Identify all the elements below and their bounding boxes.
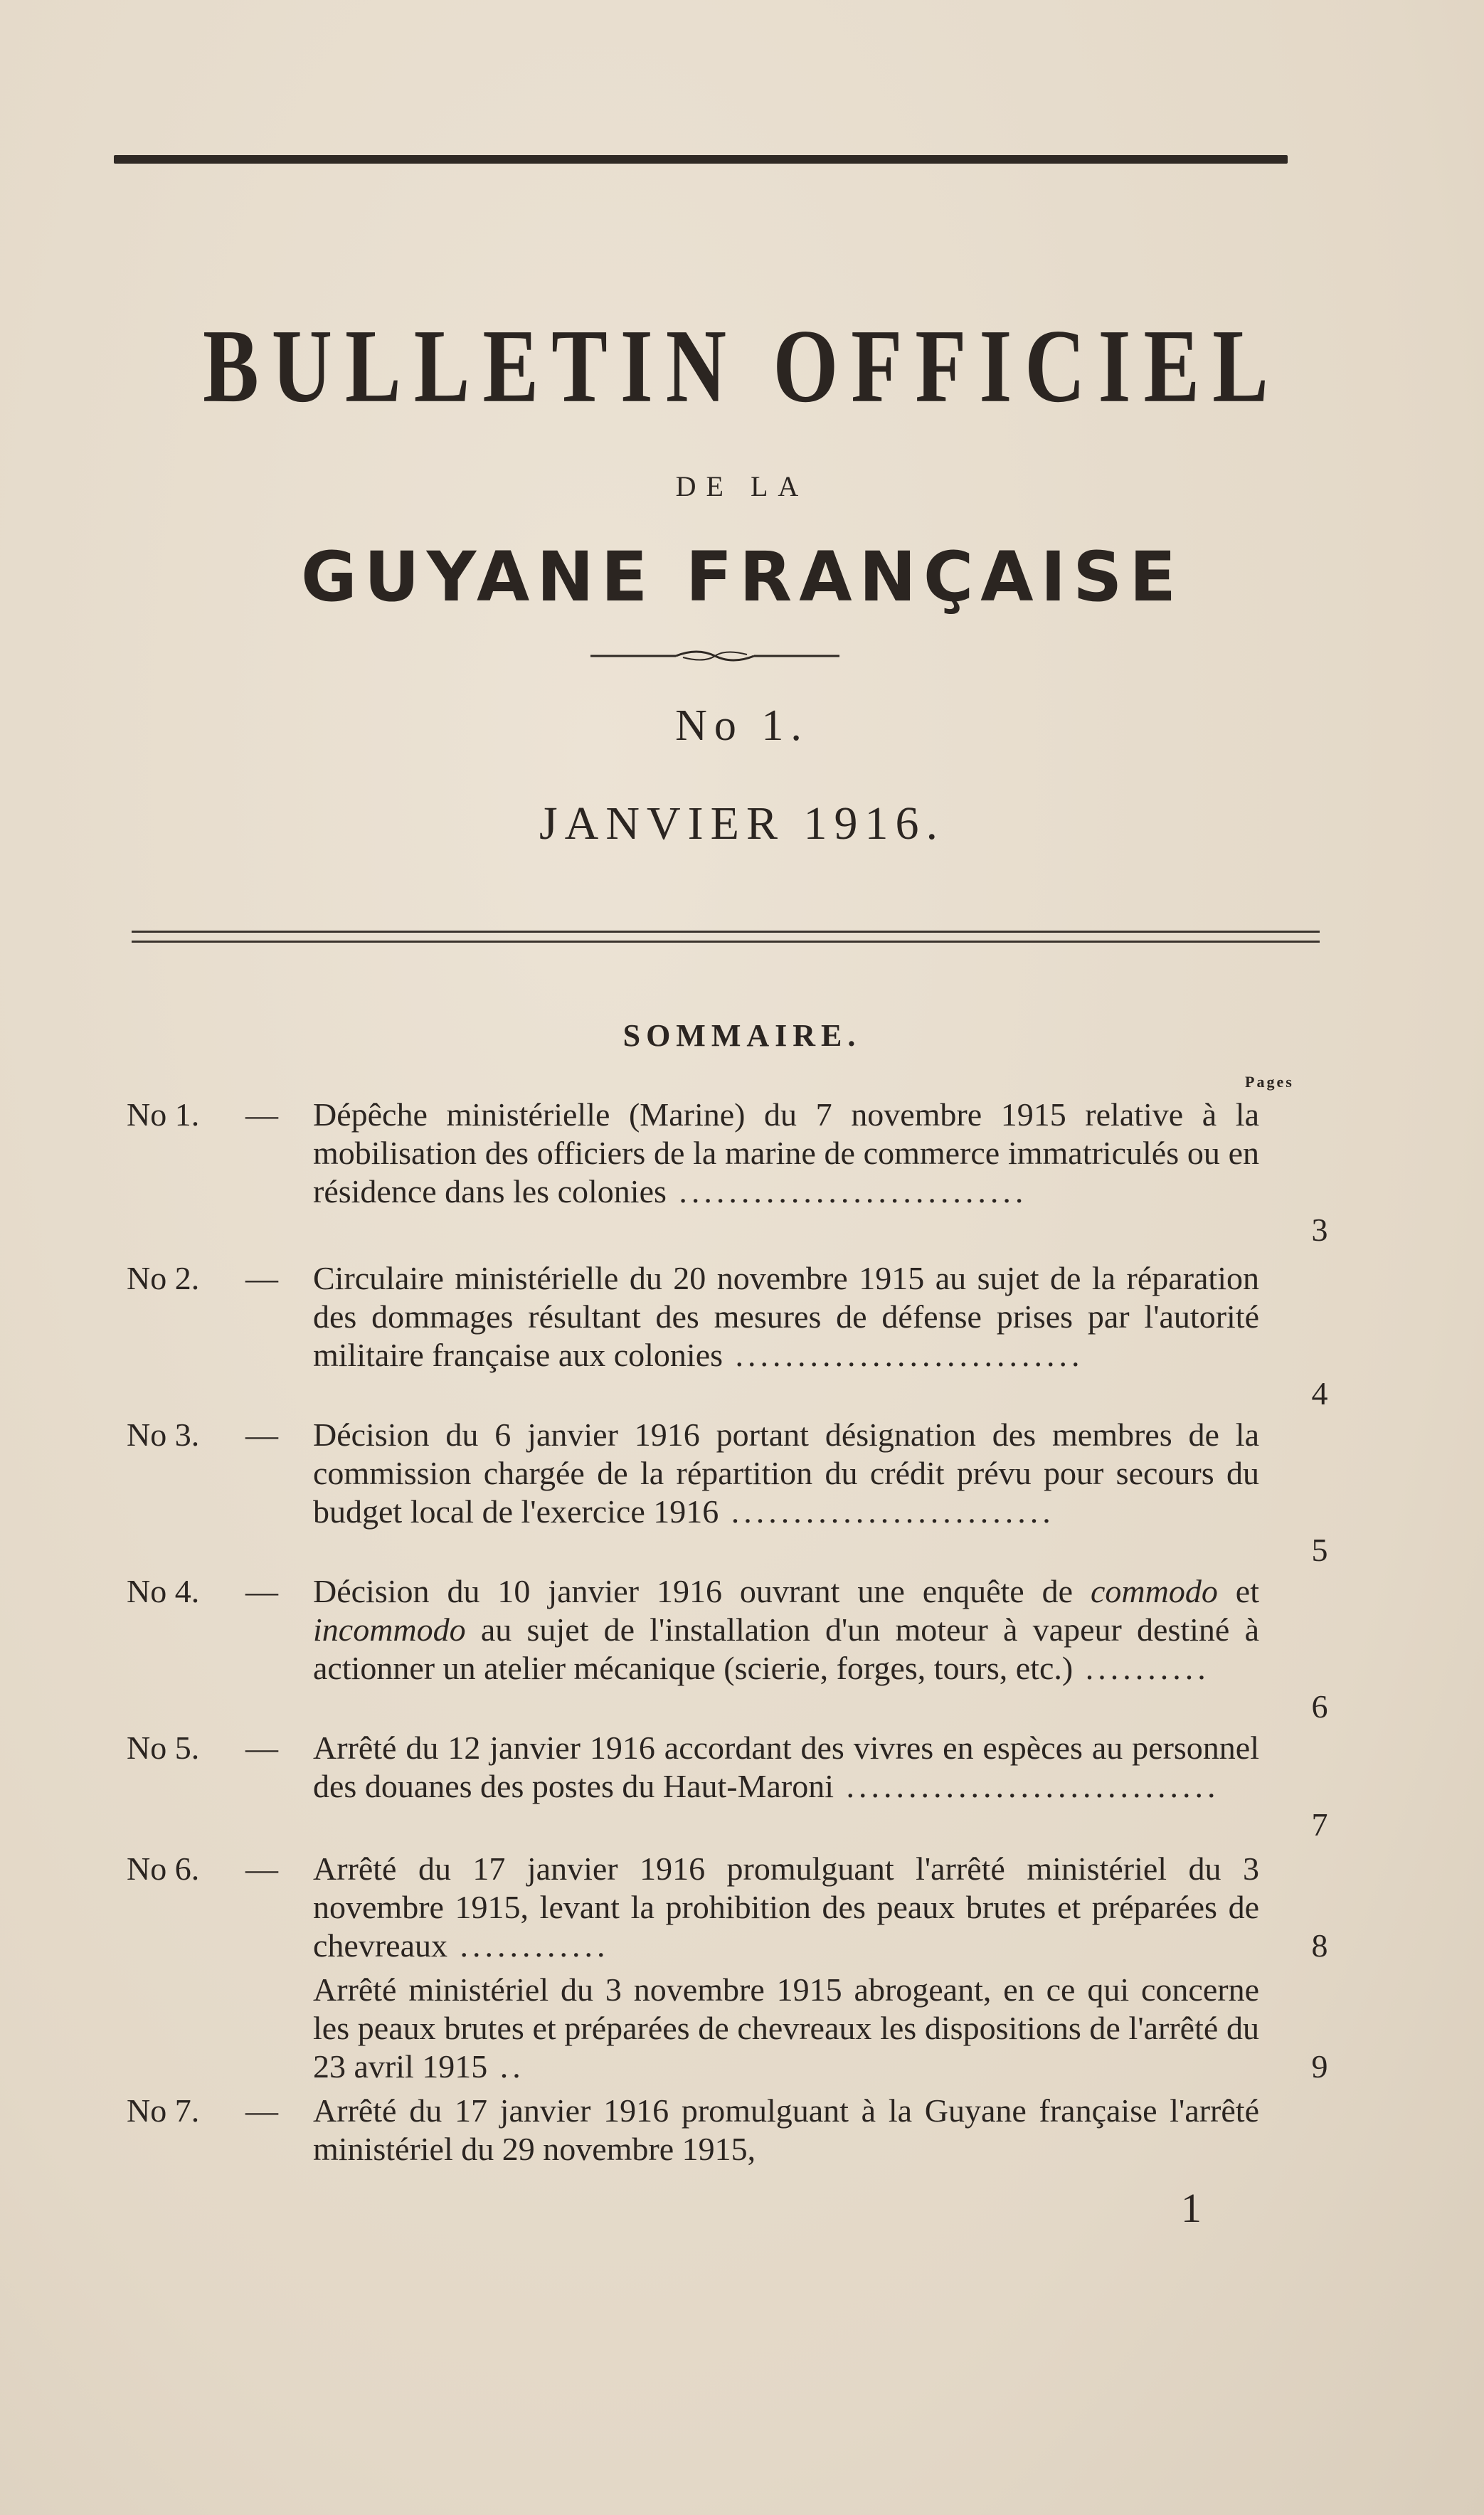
entry-description: Arrêté du 17 janvier 1916 promulguant l'arrêté ministériel du 3 novembre 1915, levant la prohibition des peaux brutes et préparées de chevreaux bbox=[313, 1850, 1259, 1964]
entry-page: 5 bbox=[1311, 1532, 1328, 1568]
entry-text bbox=[313, 1729, 1259, 1806]
dot-leader: .......... bbox=[1073, 1650, 1210, 1686]
dot-leader: .. bbox=[487, 2048, 525, 2085]
entry-description: Arrêté du 12 janvier 1916 accordant des vivres en espèces au personnel des douanes des postes du Haut-Maroni bbox=[313, 1730, 1259, 1804]
entry-number: No 4. bbox=[127, 1573, 200, 1609]
entry-dash: — bbox=[245, 1260, 278, 1296]
entry-text bbox=[313, 2092, 1259, 2169]
entry-description-start: Décision du 10 janvier 1916 ouvrant une enquête de bbox=[313, 1573, 1091, 1609]
dot-leader: ............................ bbox=[666, 1173, 1028, 1209]
entry-text bbox=[313, 1259, 1259, 1375]
issue-date: JANVIER 1916. bbox=[539, 798, 945, 849]
issue-number: No 1. bbox=[675, 701, 809, 750]
entry-dash: — bbox=[245, 1573, 278, 1609]
dot-leader: ............................ bbox=[723, 1337, 1084, 1373]
subtitle-de-la: DE LA bbox=[675, 470, 809, 502]
entry-dash: — bbox=[245, 1730, 278, 1766]
entry-text bbox=[313, 1416, 1259, 1531]
entry-page: 4 bbox=[1311, 1375, 1328, 1412]
entry-description: Circulaire ministérielle du 20 novembre 1915 au sujet de la réparation des dommages résultant des mesures de défense prises par l'autorité militaire française aux colonies bbox=[313, 1260, 1259, 1373]
entry-description: Dépêche ministérielle (Marine) du 7 novembre 1915 relative à la mobilisation des officiers de la marine de commerce immatriculés ou en résidence dans les colonies bbox=[313, 1096, 1259, 1209]
entry-text bbox=[313, 1096, 1259, 1211]
entry-number: No 6. bbox=[127, 1850, 200, 1887]
pages-column-label: Pages bbox=[1245, 1073, 1294, 1091]
signature-mark: 1 bbox=[1181, 2185, 1202, 2231]
dot-leader: .............................. bbox=[834, 1768, 1220, 1804]
entry-description-mid: et bbox=[1217, 1573, 1260, 1609]
entry-dash: — bbox=[245, 1096, 278, 1133]
dot-leader: .......................... bbox=[719, 1493, 1055, 1530]
entry-page: 8 bbox=[1311, 1927, 1328, 1964]
entry-page: 6 bbox=[1311, 1688, 1328, 1725]
entry-page: 3 bbox=[1311, 1212, 1328, 1248]
bulletin-title: BULLETIN OFFICIEL bbox=[203, 307, 1281, 425]
entry-number: No 5. bbox=[127, 1730, 200, 1766]
entry-number: No 2. bbox=[127, 1260, 200, 1296]
entry-page: 7 bbox=[1311, 1806, 1328, 1843]
entry-dash: — bbox=[245, 2092, 278, 2129]
summary-heading: SOMMAIRE. bbox=[622, 1018, 862, 1053]
entry-description: Arrêté du 17 janvier 1916 promulguant à la Guyane française l'arrêté ministériel du 29 novembre 1915, bbox=[313, 2092, 1259, 2167]
entry-number: No 7. bbox=[127, 2092, 200, 2129]
dot-leader: ............ bbox=[447, 1927, 610, 1964]
entry-text bbox=[313, 1572, 1259, 1688]
entry-description: Décision du 6 janvier 1916 portant désignation des membres de la commission chargée de la répartition du crédit prévu pour secours du budget local de l'exercice 1916 bbox=[313, 1417, 1259, 1530]
entry-description: Arrêté ministériel du 3 novembre 1915 abrogeant, en ce qui concerne les peaux brutes et préparées de chevreaux les dispositions de l'arrêté du 23 avril 1915 bbox=[313, 1971, 1259, 2085]
entry-number: No 1. bbox=[127, 1096, 200, 1133]
entry-italic-commodo: commodo bbox=[1091, 1573, 1218, 1609]
entry-dash: — bbox=[245, 1417, 278, 1453]
entry-description-end: au sujet de l'installation d'un moteur à vapeur destiné à actionner un atelier mécanique (scierie, forges, tours, etc.) bbox=[313, 1611, 1259, 1686]
entry-dash: — bbox=[245, 1850, 278, 1887]
entry-text bbox=[313, 1850, 1259, 1965]
entry-text-sub bbox=[313, 1971, 1259, 2086]
entry-number: No 3. bbox=[127, 1417, 200, 1453]
entry-italic-incommodo: incommodo bbox=[313, 1611, 466, 1648]
entry-page: 9 bbox=[1311, 2048, 1328, 2085]
colony-name: GUYANE FRANÇAISE bbox=[300, 537, 1184, 617]
